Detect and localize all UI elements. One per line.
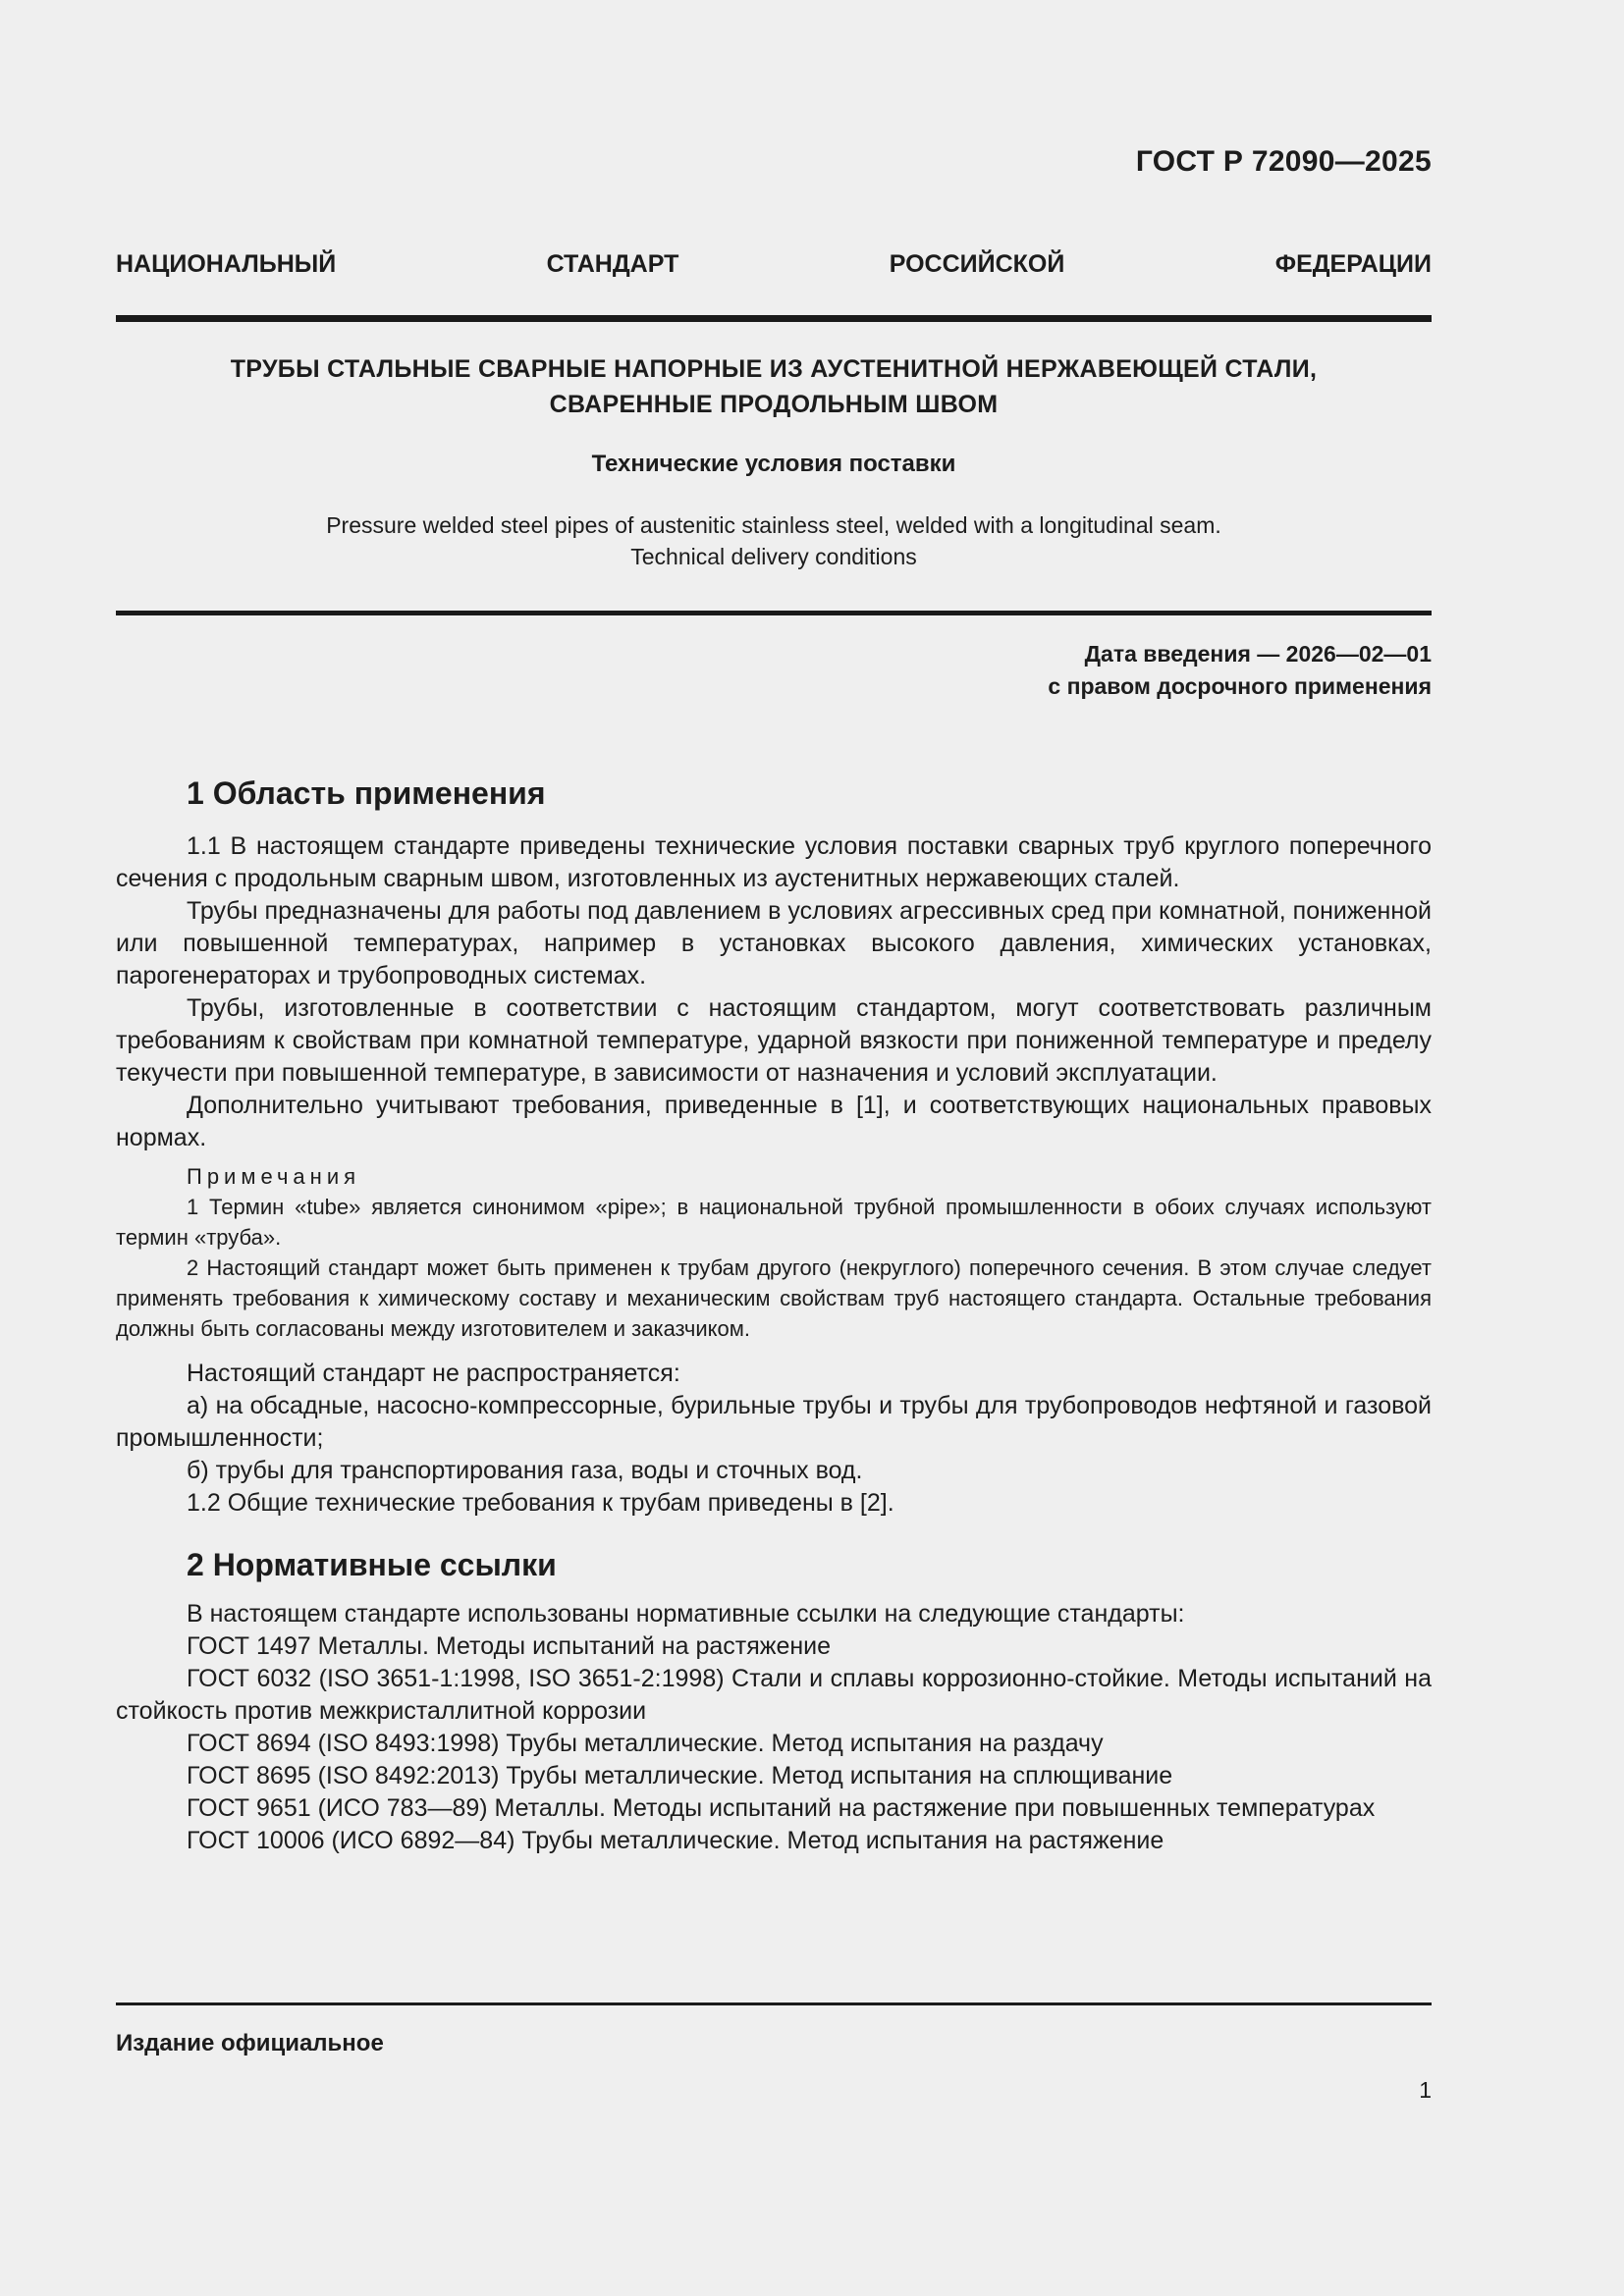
title-line: СВАРЕННЫЕ ПРОДОЛЬНЫМ ШВОМ [549, 391, 999, 418]
paragraph: Трубы, изготовленные в соответствии с настоящим стандартом, могут соответствовать различным требованиям к свойствам при комнатной температуре, ударной вязкости при пониженной температуре и пределу текучести при повышенной температуре, в зависимости от назначения и условий эксплуатации. [116, 994, 1432, 1087]
banner-word: СТАНДАРТ [546, 250, 679, 278]
introduction-date [1048, 638, 1432, 703]
reference-item: ГОСТ 9651 (ИСО 783—89) Металлы. Методы испытаний на растяжение при повышенных температурах [187, 1794, 1376, 1822]
banner-word: РОССИЙСКОЙ [889, 250, 1065, 278]
title-divider [116, 611, 1432, 615]
note: 2 Настоящий стандарт может быть применен к трубам другого (некруглого) поперечного сечения. В этом случае следует применять требования к химическому составу и механическим свойствам труб настоящего стандарта. Остальные требования должны быть согласованы между изготовителем и заказчиком. [116, 1255, 1432, 1341]
gost-number: ГОСТ Р 72090—2025 [1135, 145, 1432, 178]
paragraph: Дополнительно учитывают требования, приведенные в [1], и соответствующих национальных правовых нормах. [116, 1092, 1432, 1151]
list-item: а) на обсадные, насосно-компрессорные, бурильные трубы и трубы для трубопроводов нефтяной и газовой промышленности; [116, 1392, 1432, 1452]
paragraph: 1.2 Общие технические требования к трубам приведены в [2]. [187, 1489, 894, 1517]
section-heading: 1 Область применения [187, 775, 546, 811]
official-edition-label: Издание официальное [116, 2030, 384, 2056]
section-heading: 2 Нормативные ссылки [187, 1547, 557, 1582]
paragraph: В настоящем стандарте использованы нормативные ссылки на следующие стандарты: [187, 1600, 1185, 1628]
footer-divider [116, 2002, 1432, 2005]
banner-word: ФЕДЕРАЦИИ [1274, 250, 1432, 278]
reference-item: ГОСТ 8694 (ISO 8493:1998) Трубы металлические. Метод испытания на раздачу [187, 1730, 1104, 1757]
banner-word: НАЦИОНАЛЬНЫЙ [116, 250, 337, 278]
early-application-line: с правом досрочного применения [1048, 673, 1432, 699]
intro-date-line: Дата введения — 2026—02—01 [1084, 641, 1432, 667]
document-body [116, 774, 1432, 1857]
title-line: ТРУБЫ СТАЛЬНЫЕ СВАРНЫЕ НАПОРНЫЕ ИЗ АУСТЕНИТНОЙ НЕРЖАВЕЮЩЕЙ СТАЛИ, [230, 355, 1318, 383]
list-item: б) трубы для транспортирования газа, воды и сточных вод. [187, 1457, 863, 1484]
paragraph: Трубы предназначены для работы под давлением в условиях агрессивных сред при комнатной, пониженной или повышенной температурах, например в установках высокого давления, химических установках, парогенераторах и трубопроводных системах. [116, 897, 1432, 989]
reference-item: ГОСТ 10006 (ИСО 6892—84) Трубы металлические. Метод испытания на растяжение [187, 1827, 1164, 1854]
note: 1 Термин «tube» является синонимом «pipe»; в национальной трубной промышленности в обоих случаях используют термин «труба». [116, 1195, 1432, 1250]
notes-title: Примечания [187, 1164, 361, 1189]
reference-item: ГОСТ 6032 (ISO 3651-1:1998, ISO 3651-2:1998) Стали и сплавы коррозионно-стойкие. Методы испытаний на стойкость против межкристаллитной коррозии [116, 1665, 1432, 1725]
english-title-line: Pressure welded steel pipes of austenitic stainless steel, welded with a longitudinal seam. [326, 512, 1221, 538]
national-standard-banner [116, 250, 1432, 279]
reference-item: ГОСТ 1497 Металлы. Методы испытаний на растяжение [187, 1632, 832, 1660]
english-title [116, 509, 1432, 572]
english-title-line: Technical delivery conditions [630, 544, 917, 569]
document-title [116, 351, 1432, 422]
paragraph: Настоящий стандарт не распространяется: [187, 1360, 680, 1387]
document-subtitle: Технические условия поставки [591, 451, 956, 477]
paragraph: 1.1 В настоящем стандарте приведены технические условия поставки сварных труб круглого поперечного сечения с продольным сварным швом, изготовленных из аустенитных нержавеющих сталей. [116, 832, 1432, 892]
reference-item: ГОСТ 8695 (ISO 8492:2013) Трубы металлические. Метод испытания на сплющивание [187, 1762, 1173, 1789]
top-divider [116, 315, 1432, 322]
page-number: 1 [1419, 2077, 1432, 2103]
